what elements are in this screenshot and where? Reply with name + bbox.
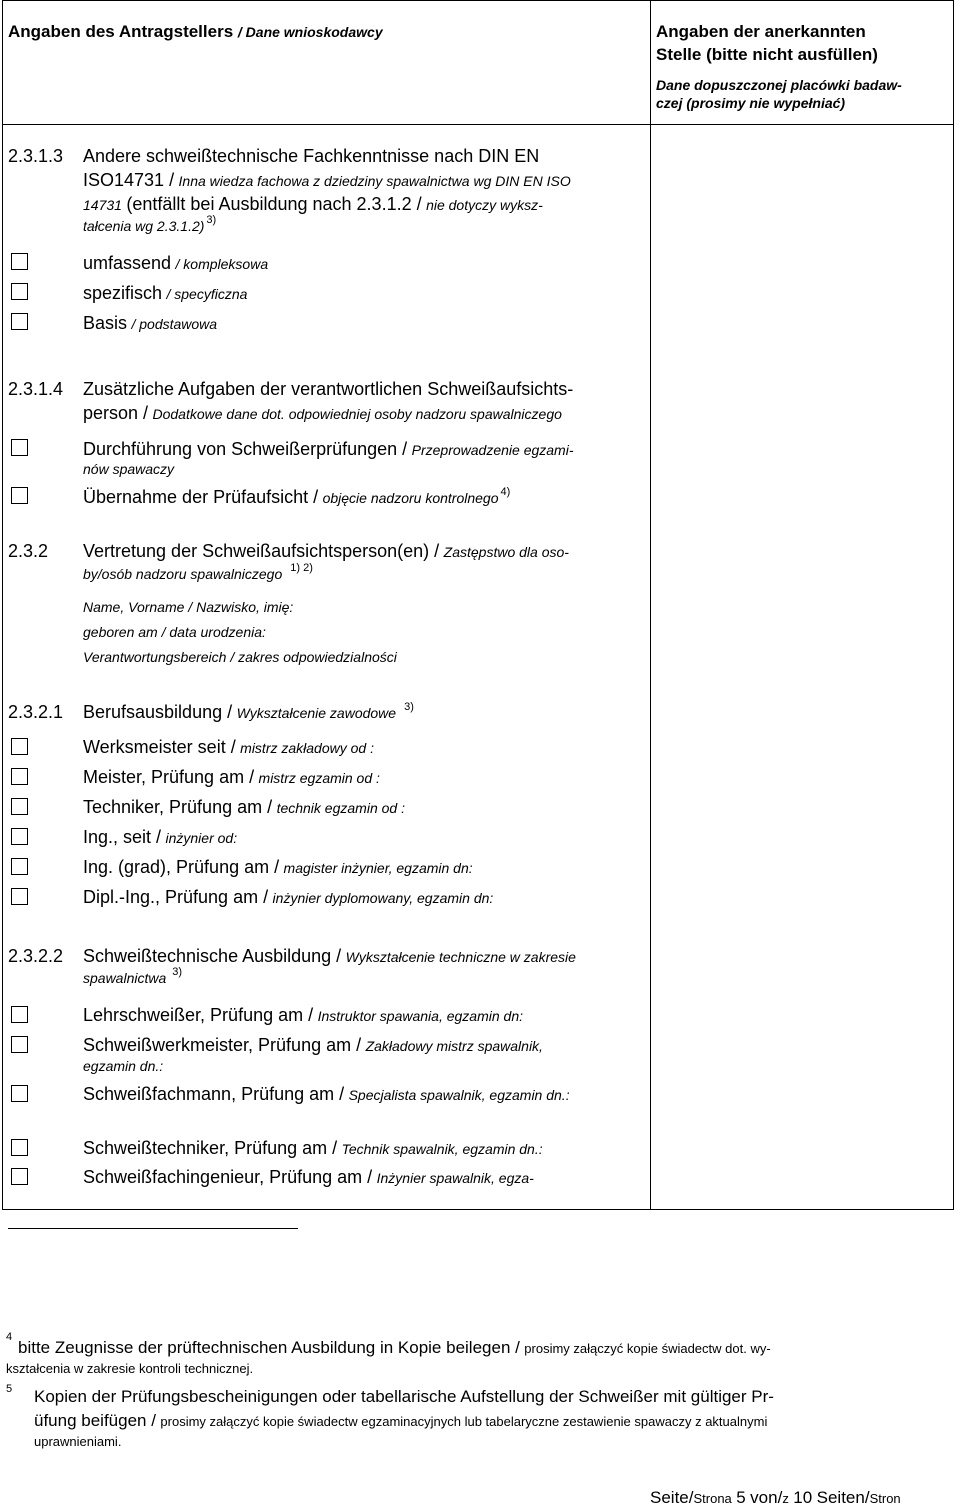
checkbox-basis[interactable] xyxy=(11,313,28,330)
option-label: Meister, Prüfung am / mistrz egzamin od : xyxy=(83,767,380,787)
option-label: Lehrschweißer, Prüfung am / Instruktor spawania, egzamin dn: xyxy=(83,1005,524,1025)
footnote-4: bitte Zeugnisse der prüftechnischen Ausbildung in Kopie beilegen / prosimy załączyć kopie świadectw dot. wy- xyxy=(18,1338,771,1357)
section-title-line: 14731 (entfällt bei Ausbildung nach 2.3.1.2 / nie dotyczy wyksz- xyxy=(83,194,543,214)
option-label: Schweißwerkmeister, Prüfung am / Zakładowy mistrz spawalnik, xyxy=(83,1035,543,1055)
section-title-line: ISO14731 / Inna wiedza fachowa z dziedziny spawalnictwa wg DIN EN ISO xyxy=(83,170,571,190)
option-label: Durchführung von Schweißerprüfungen / Przeprowadzenie egzami- xyxy=(83,439,574,459)
checkbox-lehrschweisser[interactable] xyxy=(11,1006,28,1023)
checkbox-ing-grad[interactable] xyxy=(11,858,28,875)
section-title-line: Andere schweißtechnische Fachkenntnisse nach DIN EN xyxy=(83,146,540,166)
header-left-pl: / Dane wnioskodawcy xyxy=(237,24,383,40)
checkbox-techniker[interactable] xyxy=(11,798,28,815)
checkbox-meister[interactable] xyxy=(11,768,28,785)
header-right-de-2: Stelle (bitte nicht ausfüllen) xyxy=(656,45,878,64)
header-right-de-1: Angaben der anerkannten xyxy=(656,22,866,41)
section-number: 2.3.2.2 xyxy=(8,946,64,966)
footnote-5-number: 5 xyxy=(6,1383,13,1395)
footnote-separator xyxy=(8,1228,298,1229)
section-title-line: Schweißtechnische Ausbildung / Wykształcenie techniczne w zakresie xyxy=(83,946,576,966)
option-label: Ing., seit / inżynier od: xyxy=(83,827,238,847)
footnote-4-cont: kształcenia w zakresie kontroli technicznej. xyxy=(6,1361,254,1376)
checkbox-schweisserpruefungen[interactable] xyxy=(11,439,28,456)
footnote-5-cont: uprawnieniami. xyxy=(34,1434,122,1449)
option-label: Werksmeister seit / mistrz zakładowy od : xyxy=(83,737,374,757)
option-label: Basis / podstawowa xyxy=(83,313,218,333)
header-left xyxy=(8,22,383,42)
header-right-pl-1: Dane dopuszczonej placówki badaw- xyxy=(656,77,902,93)
option-label: Übernahme der Prüfaufsicht / objęcie nadzoru kontrolnego $^{4)}$ xyxy=(83,486,511,507)
option-label: Dipl.-Ing., Prüfung am / inżynier dyplomowany, egzamin dn: xyxy=(83,887,494,907)
field-name: Name, Vorname / Nazwisko, imię: xyxy=(83,599,294,615)
checkbox-schweisswerkmeister[interactable] xyxy=(11,1036,28,1053)
option-label: Schweißtechniker, Prüfung am / Technik spawalnik, egzamin dn.: xyxy=(83,1138,543,1158)
option-label-cont: nów spawaczy xyxy=(83,461,175,477)
column-divider xyxy=(650,0,651,1210)
section-number: 2.3.2.1 xyxy=(8,702,64,722)
checkbox-pruefaufsicht[interactable] xyxy=(11,487,28,504)
footnote-4-number: 4 xyxy=(6,1331,13,1343)
option-label: umfassend / kompleksowa xyxy=(83,253,269,273)
checkbox-dipl-ing[interactable] xyxy=(11,888,28,905)
header-divider xyxy=(2,124,954,125)
section-title-line: tałcenia wg 2.3.1.2) $^{3)}$ xyxy=(83,214,217,234)
footnote-5: Kopien der Prüfungsbescheinigungen oder tabellarische Aufstellung der Schweißer mit gültiger Pr- xyxy=(34,1387,774,1406)
checkbox-spezifisch[interactable] xyxy=(11,283,28,300)
checkbox-schweisstechniker[interactable] xyxy=(11,1139,28,1156)
header-left-de: Angaben des Antragstellers xyxy=(8,22,234,41)
field-birthdate: geboren am / data urodzenia: xyxy=(83,624,266,640)
checkbox-werksmeister[interactable] xyxy=(11,738,28,755)
checkbox-schweissfachmann[interactable] xyxy=(11,1085,28,1102)
field-responsibility: Verantwortungsbereich / zakres odpowiedzialności xyxy=(83,649,397,665)
section-number: 2.3.2 xyxy=(8,541,49,561)
section-title-line: by/osób nadzoru spawalniczego $^{1) 2)}$ xyxy=(83,562,313,582)
checkbox-ing[interactable] xyxy=(11,828,28,845)
section-title-line: Zusätzliche Aufgaben der verantwortlichen Schweißaufsichts- xyxy=(83,379,574,399)
option-label: Schweißfachmann, Prüfung am / Specjalista spawalnik, egzamin dn.: xyxy=(83,1084,570,1104)
section-title-line: person / Dodatkowe dane dot. odpowiedniej osoby nadzoru spawalniczego xyxy=(83,403,562,423)
option-label: Techniker, Prüfung am / technik egzamin od : xyxy=(83,797,405,817)
option-label-cont: egzamin dn.: xyxy=(83,1058,164,1074)
section-title-line: Vertretung der Schweißaufsichtsperson(en) / Zastępstwo dla oso- xyxy=(83,541,569,561)
option-label: Ing. (grad), Prüfung am / magister inżynier, egzamin dn: xyxy=(83,857,473,877)
page-number: Seite/Strona 5 von/z 10 Seiten/Stron xyxy=(650,1488,901,1507)
option-label: Schweißfachingenieur, Prüfung am / Inżynier spawalnik, egza- xyxy=(83,1167,534,1187)
section-number: 2.3.1.4 xyxy=(8,379,64,399)
section-title-line: Berufsausbildung / Wykształcenie zawodowe $^{3)}$ xyxy=(83,701,414,722)
header-right-pl-2: czej (prosimy nie wypełniać) xyxy=(656,95,846,111)
section-number: 2.3.1.3 xyxy=(8,146,64,166)
checkbox-umfassend[interactable] xyxy=(11,253,28,270)
section-title-line: spawalnictwa $^{3)}$ xyxy=(83,966,183,986)
checkbox-schweissfachingenieur[interactable] xyxy=(11,1168,28,1185)
footnote-5-cont: üfung beifügen / prosimy załączyć kopie świadectw egzaminacyjnych lub tabelaryczne zestawienie spawaczy z aktualnymi xyxy=(34,1411,768,1430)
option-label: spezifisch / specyficzna xyxy=(83,283,248,303)
